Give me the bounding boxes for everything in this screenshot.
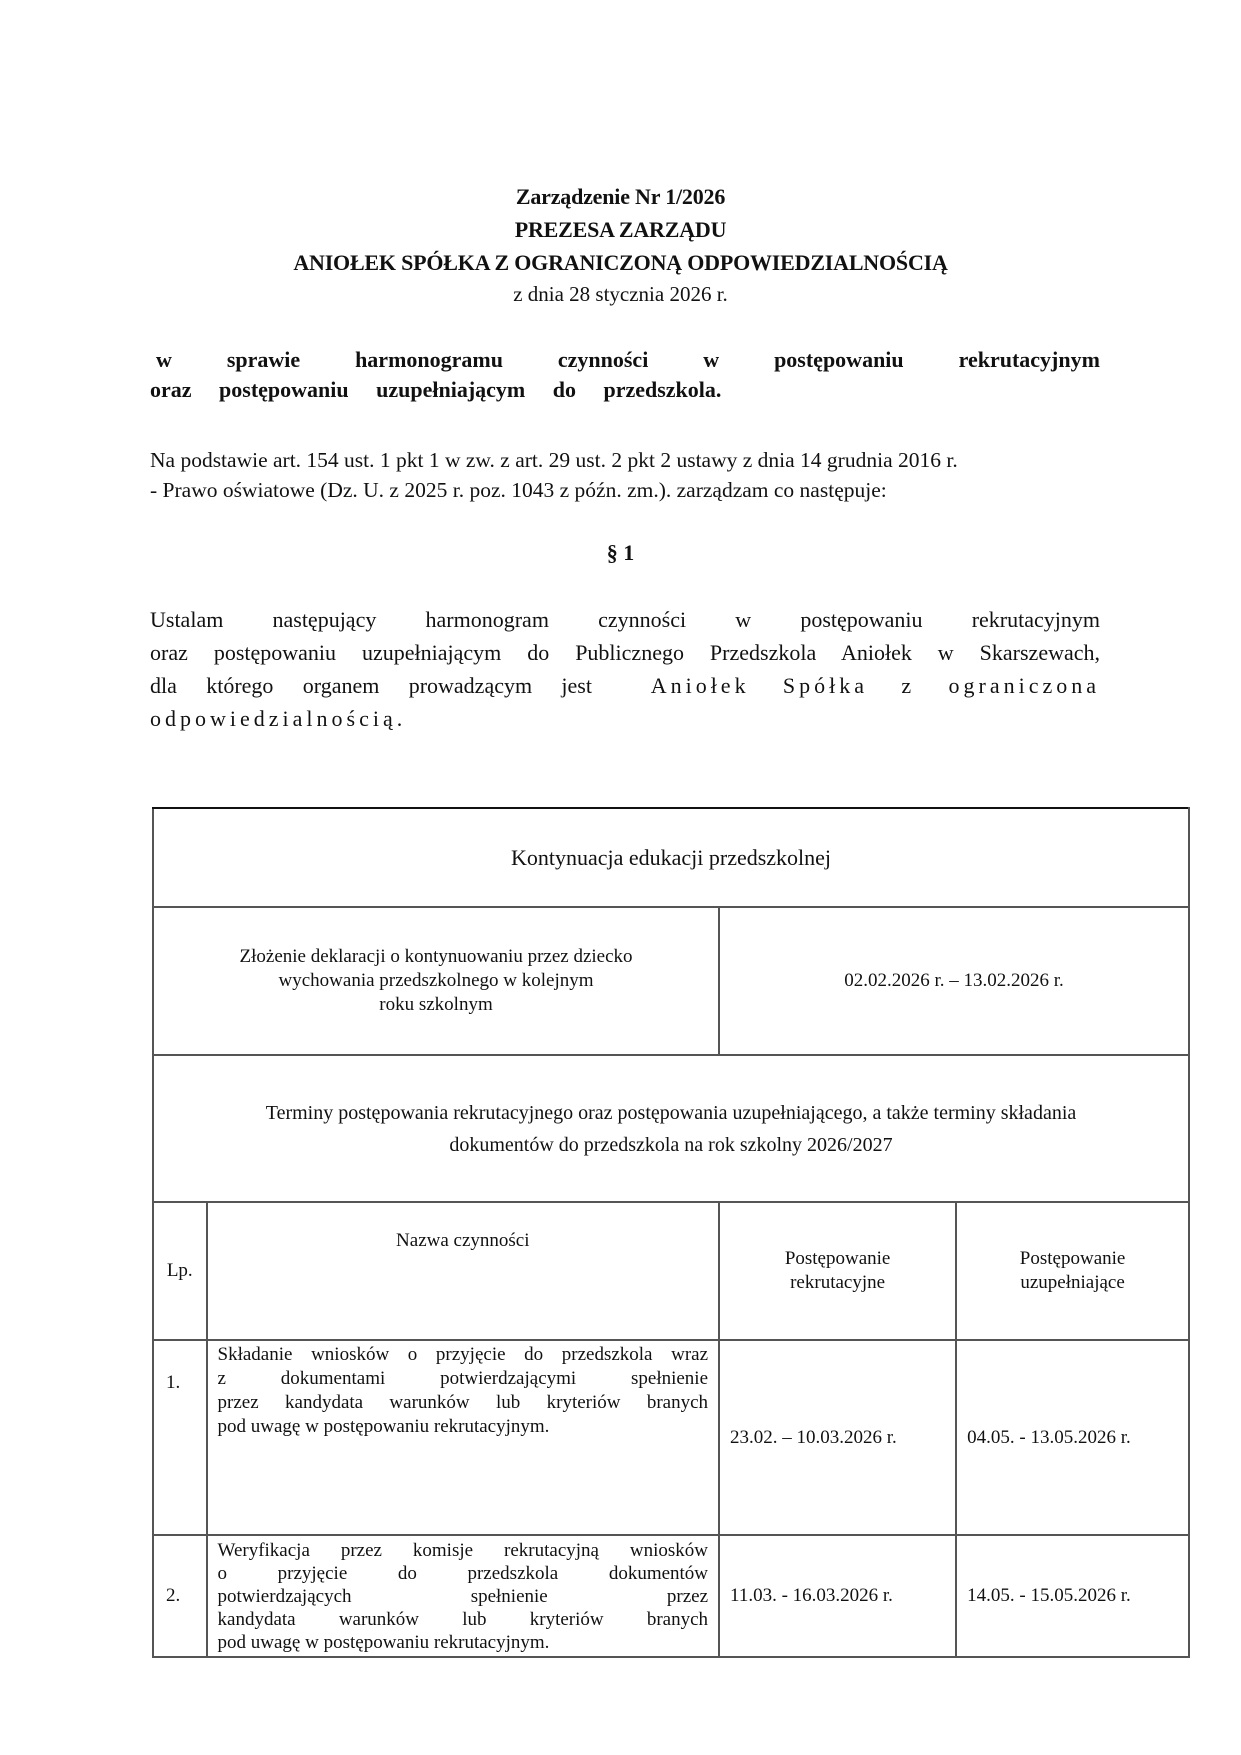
intro-line-last: odpowiedzialnością. <box>150 706 407 731</box>
intro-line: oraz postępowaniu uzupełniającym do Publicznego Przedszkola Aniołek w Skarszewach, <box>150 640 1100 665</box>
paragraph-sign: § 1 <box>606 540 635 565</box>
row-recruitment-period: 11.03. - 16.03.2026 r. <box>719 1535 956 1657</box>
schedule-table <box>152 807 1190 1658</box>
header-supplementary-line: Postępowanie <box>1019 1248 1126 1269</box>
activity-line: potwierdzających spełnienie przez <box>217 1585 709 1607</box>
declaration-line: roku szkolnym <box>379 994 493 1015</box>
section-title-schedule <box>153 1055 1189 1202</box>
row-supplementary-period: 14.05. - 15.05.2026 r. <box>956 1535 1189 1657</box>
subject-word: sprawie <box>226 347 301 372</box>
activity-line: przez kandydata warunków lub kryteriów branych <box>217 1392 709 1413</box>
row-lp: 2. <box>153 1535 207 1657</box>
legal-basis <box>150 445 1110 505</box>
activity-line: pod uwagę w postępowaniu rekrutacyjnym. <box>217 1416 550 1437</box>
issuer-title: PREZESA ZARZĄDU <box>514 217 727 242</box>
document-date: z dnia 28 stycznia 2026 r. <box>513 282 728 306</box>
table-header-row <box>153 1202 1189 1340</box>
header-recruitment-line: rekrutacyjne <box>790 1272 886 1293</box>
subject-word: harmonogramu <box>355 347 503 372</box>
company-name-spaced: Aniołek Spółka z ograniczona <box>650 673 1100 698</box>
header-name: Nazwa czynności <box>207 1202 720 1340</box>
document-title-block <box>0 180 1241 309</box>
subject-line-1 <box>150 345 1100 375</box>
activity-line: kandydata warunków lub kryteriów branych <box>217 1608 709 1630</box>
intro-paragraph <box>150 603 1100 735</box>
activity-line: o przyjęcie do przedszkola dokumentów <box>217 1562 709 1584</box>
declaration-period: 02.02.2026 r. – 13.02.2026 r. <box>719 907 1189 1055</box>
company-name: ANIOŁEK SPÓŁKA Z OGRANICZONĄ ODPOWIEDZIALNOŚCIĄ <box>293 250 948 275</box>
section-row-schedule <box>153 1055 1189 1202</box>
header-recruitment <box>719 1202 956 1340</box>
intro-line-3a: dla którego organem prowadzącym jest <box>150 673 592 698</box>
section-title-line: Terminy postępowania rekrutacyjnego oraz postępowania uzupełniającego, a także terminy składania <box>265 1101 1077 1124</box>
declaration-row <box>153 907 1189 1055</box>
intro-line: Ustalam następujący harmonogram czynności w postępowaniu rekrutacyjnym <box>150 607 1100 632</box>
subject-word: w <box>156 347 172 372</box>
row-recruitment-period: 23.02. – 10.03.2026 r. <box>719 1340 956 1535</box>
table-row <box>153 1535 1189 1657</box>
declaration-line: Złożenie deklaracji o kontynuowaniu przez dziecko <box>239 946 633 967</box>
header-supplementary <box>956 1202 1189 1340</box>
row-lp: 1. <box>153 1340 207 1535</box>
header-supplementary-line: uzupełniające <box>1020 1272 1125 1293</box>
subject-word: w <box>703 347 720 372</box>
legal-basis-line: Na podstawie art. 154 ust. 1 pkt 1 w zw. z art. 29 ust. 2 pkt 2 ustawy z dnia 14 grudnia 2016 r. <box>150 448 958 472</box>
section-title-continuation: Kontynuacja edukacji przedszkolnej <box>153 808 1189 907</box>
activity-line: Weryfikacja przez komisje rekrutacyjną wniosków <box>217 1539 709 1561</box>
table-row <box>153 1340 1189 1535</box>
header-recruitment-line: Postępowanie <box>784 1248 891 1269</box>
legal-basis-line: - Prawo oświatowe (Dz. U. z 2025 r. poz. 1043 z późn. zm.). zarządzam co następuje: <box>150 478 887 502</box>
intro-line-3 <box>150 669 1100 702</box>
activity-line: Składanie wniosków o przyjęcie do przedszkola wraz <box>217 1344 709 1365</box>
declaration-description <box>153 907 719 1055</box>
order-number: Zarządzenie Nr 1/2026 <box>515 184 726 209</box>
row-activity-name <box>207 1535 720 1657</box>
subject-word: postępowaniu <box>774 347 904 372</box>
activity-line: z dokumentami potwierdzającymi spełnienie <box>217 1368 709 1389</box>
header-lp: Lp. <box>153 1202 207 1340</box>
subject-line-2: oraz postępowaniu uzupełniającym do przedszkola. <box>150 377 722 402</box>
section-row-continuation <box>153 808 1189 907</box>
declaration-line: wychowania przedszkolnego w kolejnym <box>278 970 594 991</box>
activity-line: pod uwagę w postępowaniu rekrutacyjnym. <box>217 1631 550 1653</box>
section-title-line: dokumentów do przedszkola na rok szkolny 2026/2027 <box>449 1133 893 1156</box>
row-supplementary-period: 04.05. - 13.05.2026 r. <box>956 1340 1189 1535</box>
row-activity-name <box>207 1340 720 1535</box>
document-subject <box>150 345 1100 405</box>
subject-word: rekrutacyjnym <box>958 347 1100 372</box>
subject-word: czynności <box>557 347 649 372</box>
